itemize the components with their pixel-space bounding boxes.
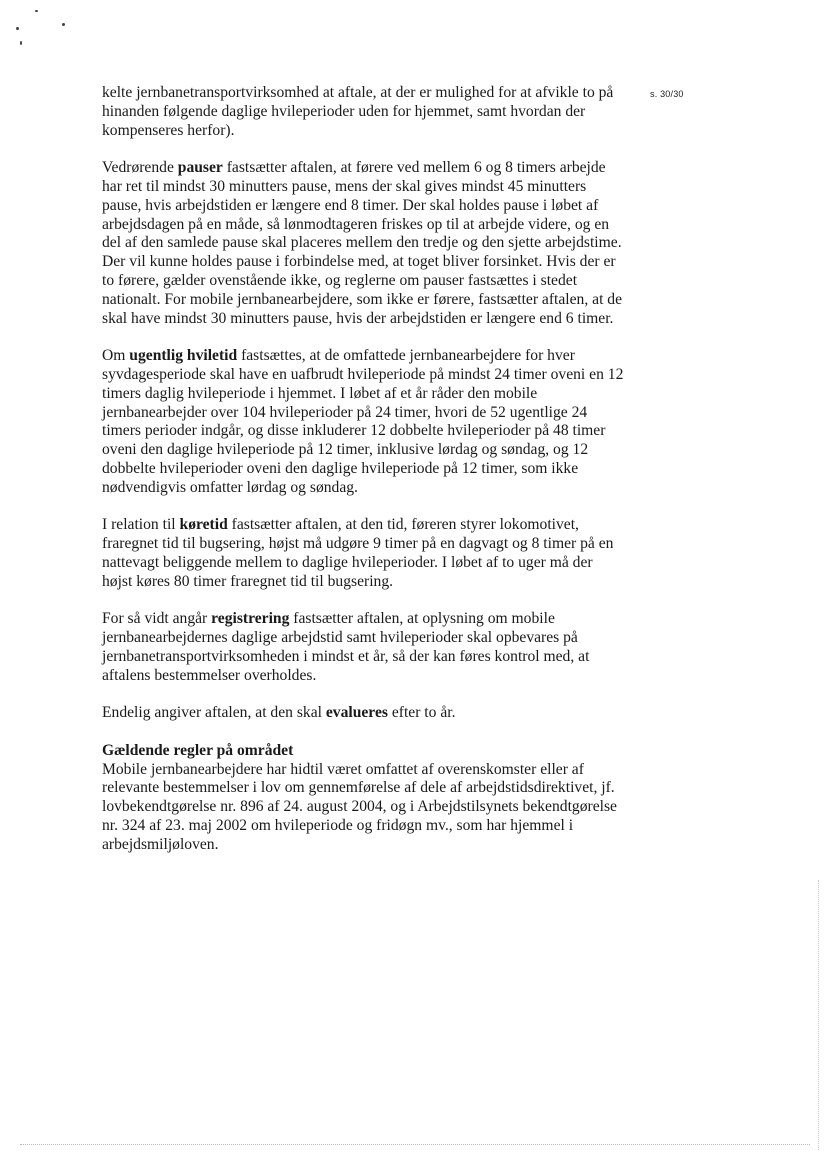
section-heading: Gældende regler på området <box>102 741 294 759</box>
paragraph-text: Vedrørende <box>102 159 178 177</box>
paragraph-text: fastsættes, at de omfattede jernbanearbejdere for hver syvdagesperiode skal have en uafbrudt hvileperiode på mindst 24 timer oveni en 12 timers daglig hvileperiode i hjemmet. I løbet af et år råder den mobile jernbanearbejder over 104 hvileperioder på 24 timer, hvori de 52 ugentlige 24 timers perioder indgår, og disse inkluderer 12 dobbelte hvileperioder på 48 timer oveni den daglige hvileperiode på 12 timer, inklusive lørdag og søndag, og 12 dobbelte hvileperioder oveni den daglige hvileperiode på 12 timer, som ikke nødvendigvis omfatter lørdag og søndag. <box>102 347 624 496</box>
paragraph-evaluering <box>102 704 625 723</box>
scan-edge-line <box>818 880 819 1150</box>
paragraph-text: Om <box>102 347 130 365</box>
section-paragraph: Mobile jernbanearbejdere har hidtil været omfattet af overenskomster eller af relevante bestemmelser i lov om gennemførelse af dele af arbejdstidsdirektivet, jf. lovbekendtgørelse nr. 896 af 24. august 2004, og i Arbejdstilsynets bekendtgørelse nr. 324 af 23. maj 2002 om hvileperiode og fridøgn mv., som har hjemmel i arbejdsmiljøloven. <box>102 760 617 853</box>
scan-edge-line <box>20 1144 810 1145</box>
keyword-bold: registrering <box>211 610 290 628</box>
paragraph-text: I relation til <box>102 516 180 534</box>
scan-speck <box>16 27 19 30</box>
paragraph: kelte jernbanetransportvirksomhed at aftale, at der er mulighed for at afvikle to på hinanden følgende daglige hvileperioder uden for hjemmet, samt hvordan der kompenseres herfor). <box>102 84 614 139</box>
keyword-bold: ugentlig hviletid <box>129 347 238 365</box>
paragraph-ugentlig-hviletid <box>102 347 625 497</box>
keyword-bold: evalueres <box>325 704 388 722</box>
document-body <box>102 84 625 873</box>
paragraph-text: fastsætter aftalen, at førere ved mellem 6 og 8 timers arbejde har ret til mindst 30 minutters pause, mens der skal gives mindst 45 minutters pause, hvis arbejdstiden er længere end 8 timer. Der skal holdes pause i løbet af arbejdsdagen på en måde, så lønmodtageren friskes op til at arbejde videre, og en del af den samlede pause skal placeres mellem den tredje og den sjette arbejdstime. Der vil kunne holdes pause i forbindelse med, at toget bliver forsinket. Hvis der er to førere, gælder ovenstående ikke, og reglerne om pauser fastsættes i stedet nationalt. For mobile jernbanearbejdere, som ikke er førere, fastsætter aftalen, at de skal have mindst 30 minutters pause, hvis der arbejdstiden er længere end 6 timer. <box>102 159 623 327</box>
keyword-bold: køretid <box>179 516 228 534</box>
paragraph-text: For så vidt angår <box>102 610 212 628</box>
paragraph-text: Endelig angiver aftalen, at den skal <box>102 704 326 722</box>
paragraph-text: efter to år. <box>387 704 456 722</box>
keyword-bold: pauser <box>177 159 223 177</box>
paragraph-registrering <box>102 610 625 685</box>
paragraph-text: fastsætter aftalen, at oplysning om mobile jernbanearbejdernes daglige arbejdstid samt hvileperioder skal opbevares på jernbanetransportvirksomheden i mindst et år, så der kan føres kontrol med, at aftalens bestemmelser overholdes. <box>102 610 590 684</box>
paragraph-text: fastsætter aftalen, at den tid, føreren styrer lokomotivet, fraregnet tid til bugsering, højst må udgøre 9 timer på en dagvagt og 8 timer på en nattevagt beliggende mellem to daglige hvileperioder. I løbet af to uger må der højst køres 80 timer fraregnet tid til bugsering. <box>102 516 614 590</box>
scan-speck <box>20 41 22 45</box>
paragraph-koeretid <box>102 516 625 591</box>
scan-speck <box>62 23 65 26</box>
scan-speck <box>35 10 38 12</box>
paragraph-pauser <box>102 159 625 328</box>
page-number: s. 30/30 <box>650 89 684 99</box>
